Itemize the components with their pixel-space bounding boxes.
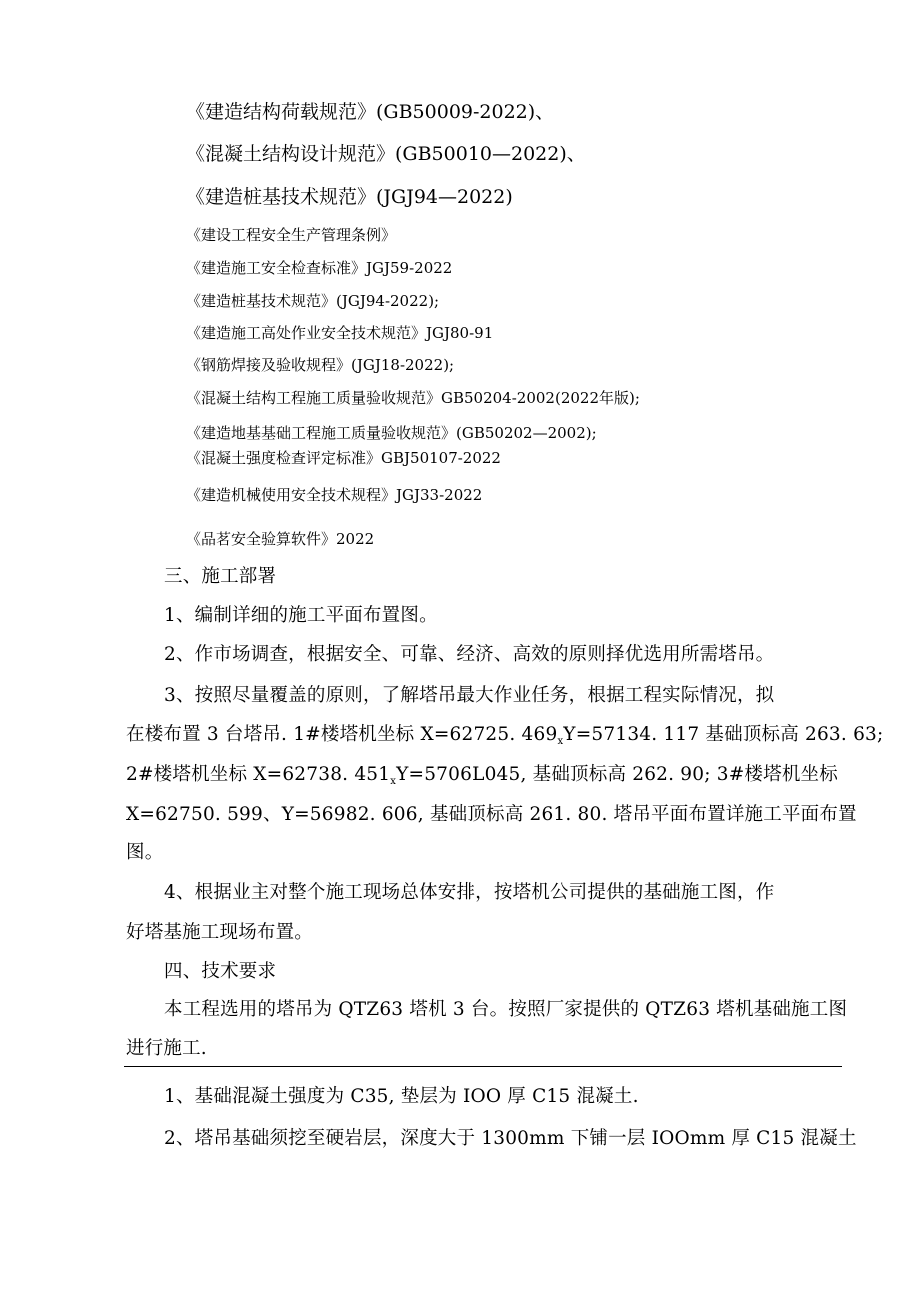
paragraph-line: 3、按照尽量覆盖的原则，了解塔吊最大作业任务，根据工程实际情况，拟 [164,685,775,706]
paragraph-line: 2、塔吊基础须挖至硬岩层，深度大于 1300mm 下铺一层 IOOmm 厚 C15 混凝土 [164,1128,857,1149]
text-run: 2#楼塔机坐标 X=62738. 451 [126,764,391,785]
paragraph-line: 本工程选用的塔吊为 QTZ63 塔机 3 台。按照厂家提供的 QTZ63 塔机基础施工图 [164,999,848,1020]
section-heading: 三、施工部署 [164,566,277,587]
paragraph-line: 1、编制详细的施工平面布置图。 [164,605,438,626]
text-run: Y=5706L045, 基础顶标高 262. 90; 3#楼塔机坐标 [396,764,838,785]
reference-item: 《钢筋焊接及验收规程》(JGJ18-2022); [186,356,455,374]
reference-item: 《建造施工高处作业安全技术规范》JGJ80-91 [186,324,494,342]
reference-item: 《混凝土强度检查评定标准》GBJ50107-2022 [186,449,501,467]
paragraph-line: 图。 [126,842,164,863]
subscript: x [390,776,397,787]
reference-item: 《建造施工安全检查标准》JGJ59-2022 [186,259,453,277]
paragraph-line: 进行施工. [126,1038,207,1059]
reference-item: 《建造桩基技术规范》(JGJ94—2022) [186,186,513,208]
paragraph-line [126,760,838,787]
reference-item: 《建造结构荷载规范》(GB50009-2022)、 [186,101,555,123]
reference-item: 《混凝土结构设计规范》(GB50010—2022)、 [186,143,586,165]
text-run: Y=57134. 117 基础顶标高 263. 63; [563,724,884,745]
section-heading: 四、技术要求 [164,961,277,982]
reference-item: 《建造地基基础工程施工质量验收规范》(GB50202—2002); [186,424,597,442]
reference-item: 《建设工程安全生产管理条例》 [186,226,397,244]
reference-item: 《建造桩基技术规范》(JGJ94-2022); [186,292,440,310]
paragraph-line: 1、基础混凝土强度为 C35, 垫层为 IOO 厚 C15 混凝土. [164,1086,639,1107]
paragraph-line: 4、根据业主对整个施工现场总体安排，按塔机公司提供的基础施工图，作 [164,882,775,903]
paragraph-line [126,720,883,747]
paragraph-line: 好塔基施工现场布置。 [126,922,314,943]
paragraph-line: X=62750. 599、Y=56982. 606, 基础顶标高 261. 80. 塔吊平面布置详施工平面布置 [126,804,857,825]
paragraph-line: 2、作市场调查，根据安全、可靠、经济、高效的原则择优选用所需塔吊。 [164,644,775,665]
horizontal-divider [124,1066,842,1067]
reference-item: 《品茗安全验算软件》2022 [186,530,375,548]
subscript: x [557,736,564,747]
reference-item: 《建造机械使用安全技术规程》JGJ33-2022 [186,486,483,504]
text-run: 在楼布置 3 台塔吊. 1#楼塔机坐标 X=62725. 469 [126,724,558,745]
reference-item: 《混凝土结构工程施工质量验收规范》GB50204-2002(2022年版); [186,389,640,407]
